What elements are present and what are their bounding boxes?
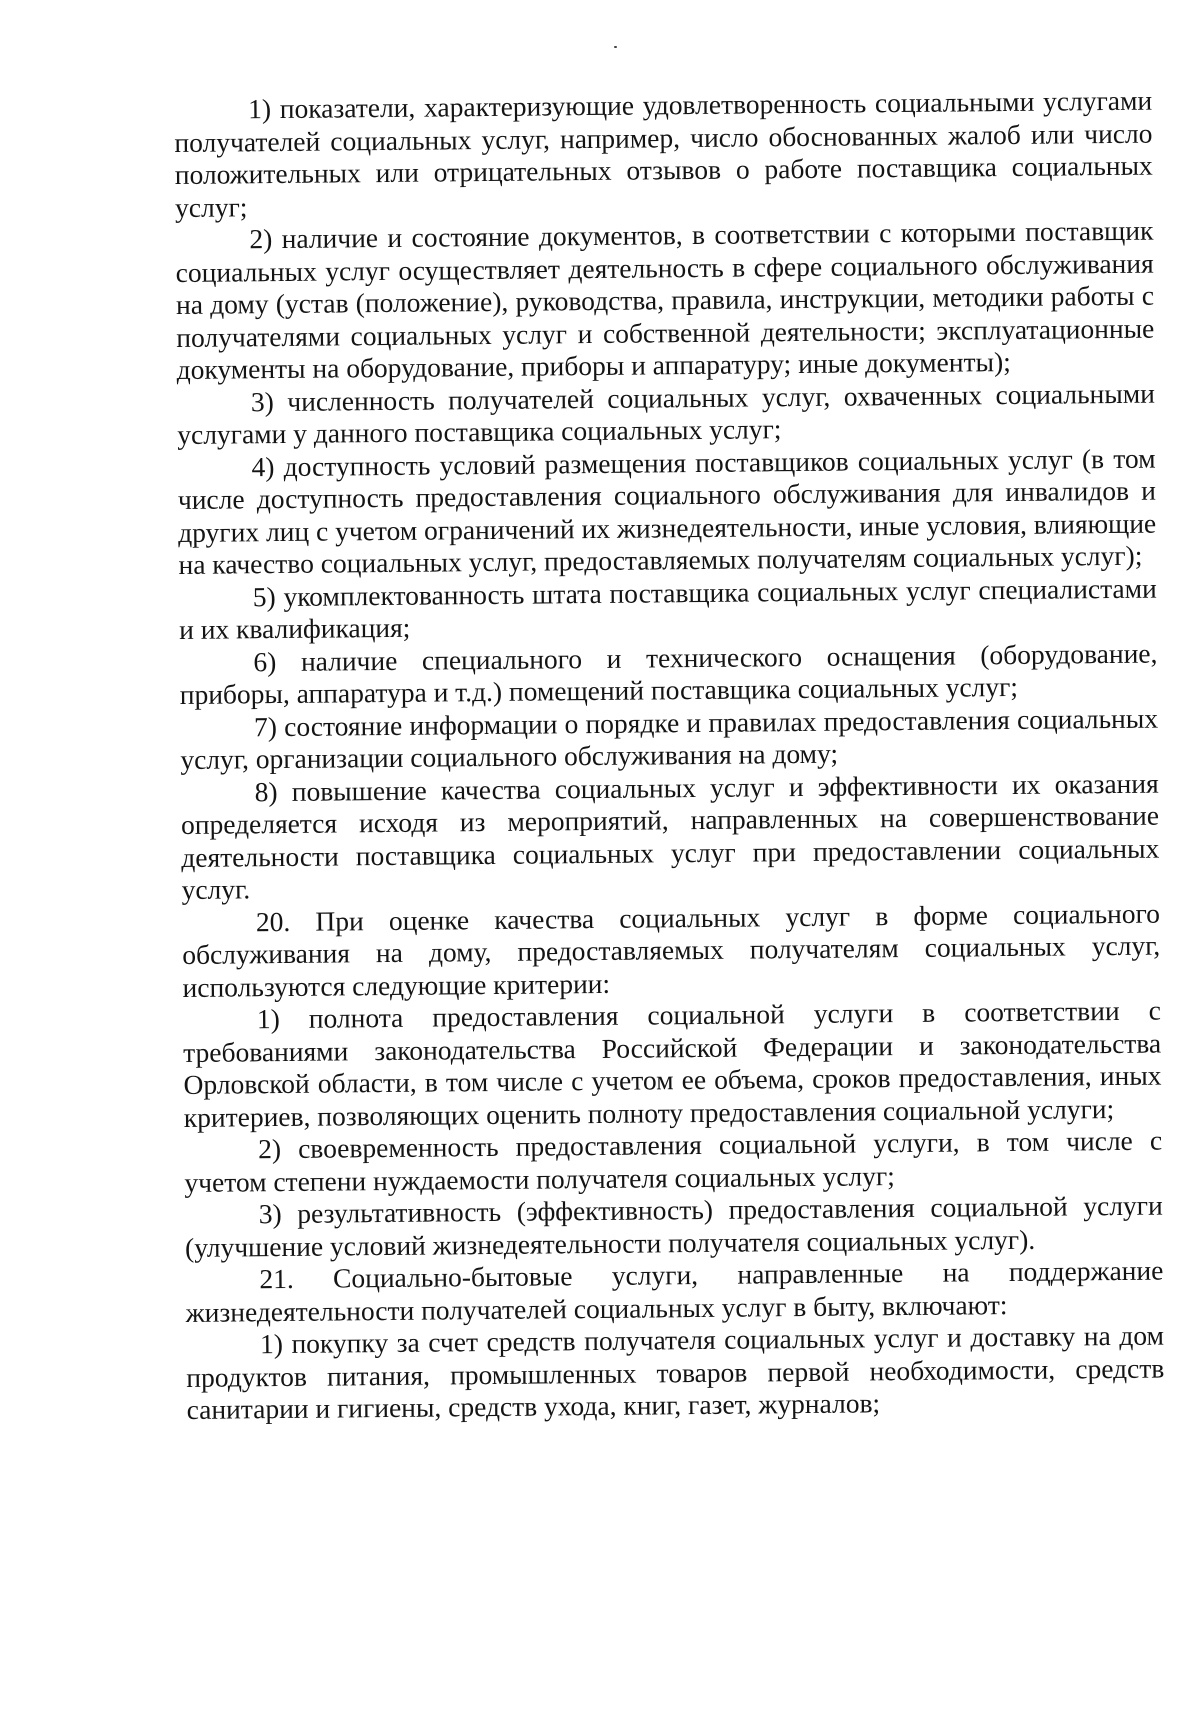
paragraph-indicator-information: 7) состояние информации о порядке и правилах предоставления социальных услуг, организации социального обслуживания на дому; [180,702,1159,775]
paragraph-indicator-documents: 2) наличие и состояние документов, в соответствии с которыми поставщик социальных услуг осуществляет деятельность в сфере социального обслуживания на дому (устав (положение), руководства, правила, инструкции, методики работы с получателями социальных услуг и собственной деятельности; эксплуатационные документы на оборудование, приборы и аппаратуру; иные документы); [175,214,1155,385]
paragraph-indicator-satisfaction: 1) показатели, характеризующие удовлетворенность социальными услугами получателей социальных услуг, например, число обоснованных жалоб или число положительных или отрицательных отзывов о работе поставщика социальных услуг; [174,84,1153,223]
paragraph-criterion-timeliness: 2) своевременность предоставления социальной услуги, в том числе с учетом степени нуждаемости получателя социальных услуг; [184,1124,1163,1198]
paragraph-indicator-recipients-count: 3) численность получателей социальных услуг, охваченных социальными услугами у данного поставщика социальных услуг; [177,377,1156,450]
paragraph-indicator-staffing: 5) укомплектованность штата поставщика социальных услуг специалистами и их квалификация; [178,572,1157,645]
paragraph-criterion-effectiveness: 3) результативность (эффективность) предоставления социальной услуги (улучшение условий жизнедеятельности получателя социальных услуг). [184,1189,1163,1263]
paragraph-indicator-equipment: 6) наличие специального и технического оснащения (оборудование, приборы, аппаратура и т.д.) помещений поставщика социальных услуг; [179,637,1158,710]
paragraph-criterion-completeness: 1) полнота предоставления социальной услуги в соответствии с требованиями законодательства Российской Федерации и законодательства Орловской области, в том числе с учетом ее объема, сроков предоставления, иных критериев, позволяющих оценить полноту предоставления социальной услуги; [183,994,1162,1133]
paragraph-indicator-quality-improvement: 8) повышение качества социальных услуг и эффективности их оказания определяется исходя из мероприятий, направленных на совершенствование деятельности поставщика социальных услуг при предоставлении социальных услуг. [180,767,1160,905]
document-body [174,85,1165,1427]
paragraph-indicator-accessibility: 4) доступность условий размещения поставщиков социальных услуг (в том числе доступность предоставления социального обслуживания для инвалидов и других лиц с учетом ограничений их жизнедеятельности, иные условия, влияющие на качество социальных услуг, предоставляемых получателям социальных услуг); [177,442,1157,580]
paragraph-service-purchase-delivery: 1) покупку за счет средств получателя социальных услуг и доставку на дом продуктов питания, промышленных товаров первой необходимости, средств санитарии и гигиены, средств ухода, книг, газет, журналов; [186,1319,1165,1425]
paragraph-section-20: 20. При оценке качества социальных услуг в форме социального обслуживания на дому, предоставляемых получателям социальных услуг, используются следующие критерии: [182,897,1161,1003]
paragraph-section-21: 21. Социально-бытовые услуги, направленные на поддержание жизнедеятельности получателей социальных услуг в быту, включают: [185,1254,1164,1328]
scan-speck [614,46,617,48]
